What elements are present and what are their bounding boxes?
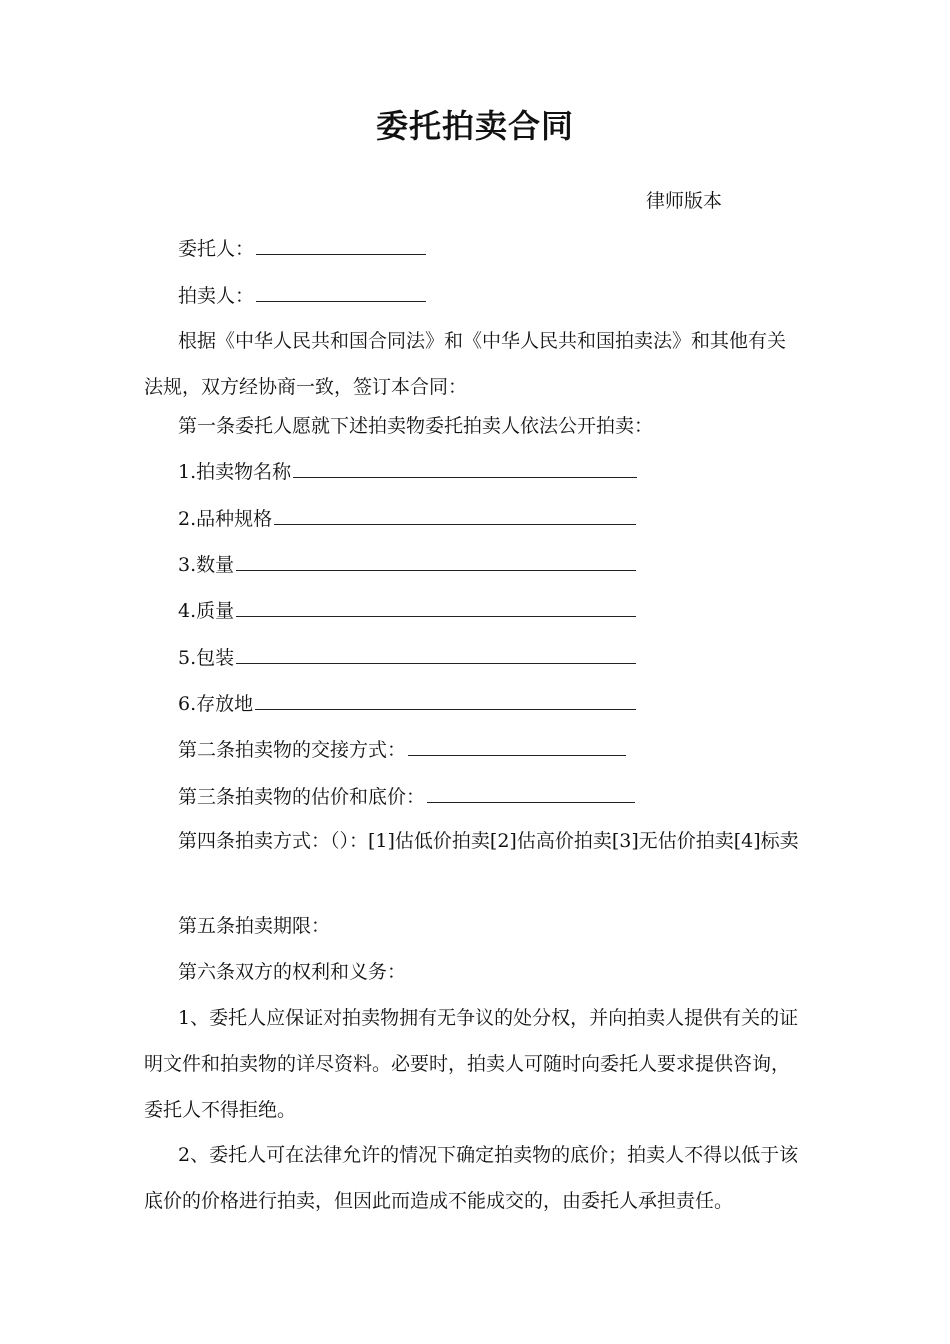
auctioneer-line <box>178 279 426 313</box>
article-6: 第六条双方的权利和义务： <box>178 961 407 983</box>
document-title: 委托拍卖合同 <box>375 107 574 145</box>
client-line <box>178 232 426 266</box>
item-spec-blank[interactable] <box>274 523 636 525</box>
item-quantity-blank[interactable] <box>236 569 636 571</box>
item-packaging-line <box>178 641 636 675</box>
item-quantity-line <box>178 548 636 582</box>
item-name-line <box>178 455 637 489</box>
client-label: 委托人： <box>178 238 255 260</box>
item-spec-line <box>178 502 636 536</box>
item-storage-blank[interactable] <box>255 708 636 710</box>
item-quality-blank[interactable] <box>236 615 636 617</box>
version-label: 律师版本 <box>646 190 723 212</box>
item-quality-label: 4.质量 <box>178 600 235 622</box>
article-3: 第三条拍卖物的估价和底价： <box>178 786 426 808</box>
article-2-line <box>178 733 626 767</box>
item-name-label: 1.拍卖物名称 <box>178 461 292 483</box>
article-1: 第一条委托人愿就下述拍卖物委托拍卖人依法公开拍卖： <box>178 415 654 437</box>
preamble-paragraph: 根据《中华人民共和国合同法》和《中华人民共和国拍卖法》和其他有关法规，双方经协商一致，签订本合同： <box>144 330 787 398</box>
item-packaging-blank[interactable] <box>236 662 636 664</box>
article-3-line <box>178 780 635 814</box>
item-quality-line <box>178 594 636 628</box>
item-packaging-label: 5.包装 <box>178 647 235 669</box>
auctioneer-label: 拍卖人： <box>178 285 255 307</box>
article-5: 第五条拍卖期限： <box>178 915 331 937</box>
item-spec-label: 2.品种规格 <box>178 508 273 530</box>
auctioneer-blank[interactable] <box>256 300 426 302</box>
article-4: 第四条拍卖方式：（）：[1]估低价拍卖[2]估高价拍卖[3]无估价拍卖[4]标卖 <box>178 830 799 852</box>
item-storage-line <box>178 687 636 721</box>
article-2: 第二条拍卖物的交接方式： <box>178 739 407 761</box>
item-storage-label: 6.存放地 <box>178 693 254 715</box>
item-name-blank[interactable] <box>293 476 637 478</box>
clause-1: 1、委托人应保证对拍卖物拥有无争议的处分权，并向拍卖人提供有关的证明文件和拍卖物的详尽资料。必要时，拍卖人可随时向委托人要求提供咨询，委托人不得拒绝。 <box>144 1007 799 1121</box>
article-3-blank[interactable] <box>427 801 635 803</box>
client-blank[interactable] <box>256 253 426 255</box>
item-quantity-label: 3.数量 <box>178 554 235 576</box>
clause-2: 2、委托人可在法律允许的情况下确定拍卖物的底价；拍卖人不得以低于该底价的价格进行拍卖，但因此而造成不能成交的，由委托人承担责任。 <box>144 1144 799 1212</box>
article-2-blank[interactable] <box>408 754 626 756</box>
